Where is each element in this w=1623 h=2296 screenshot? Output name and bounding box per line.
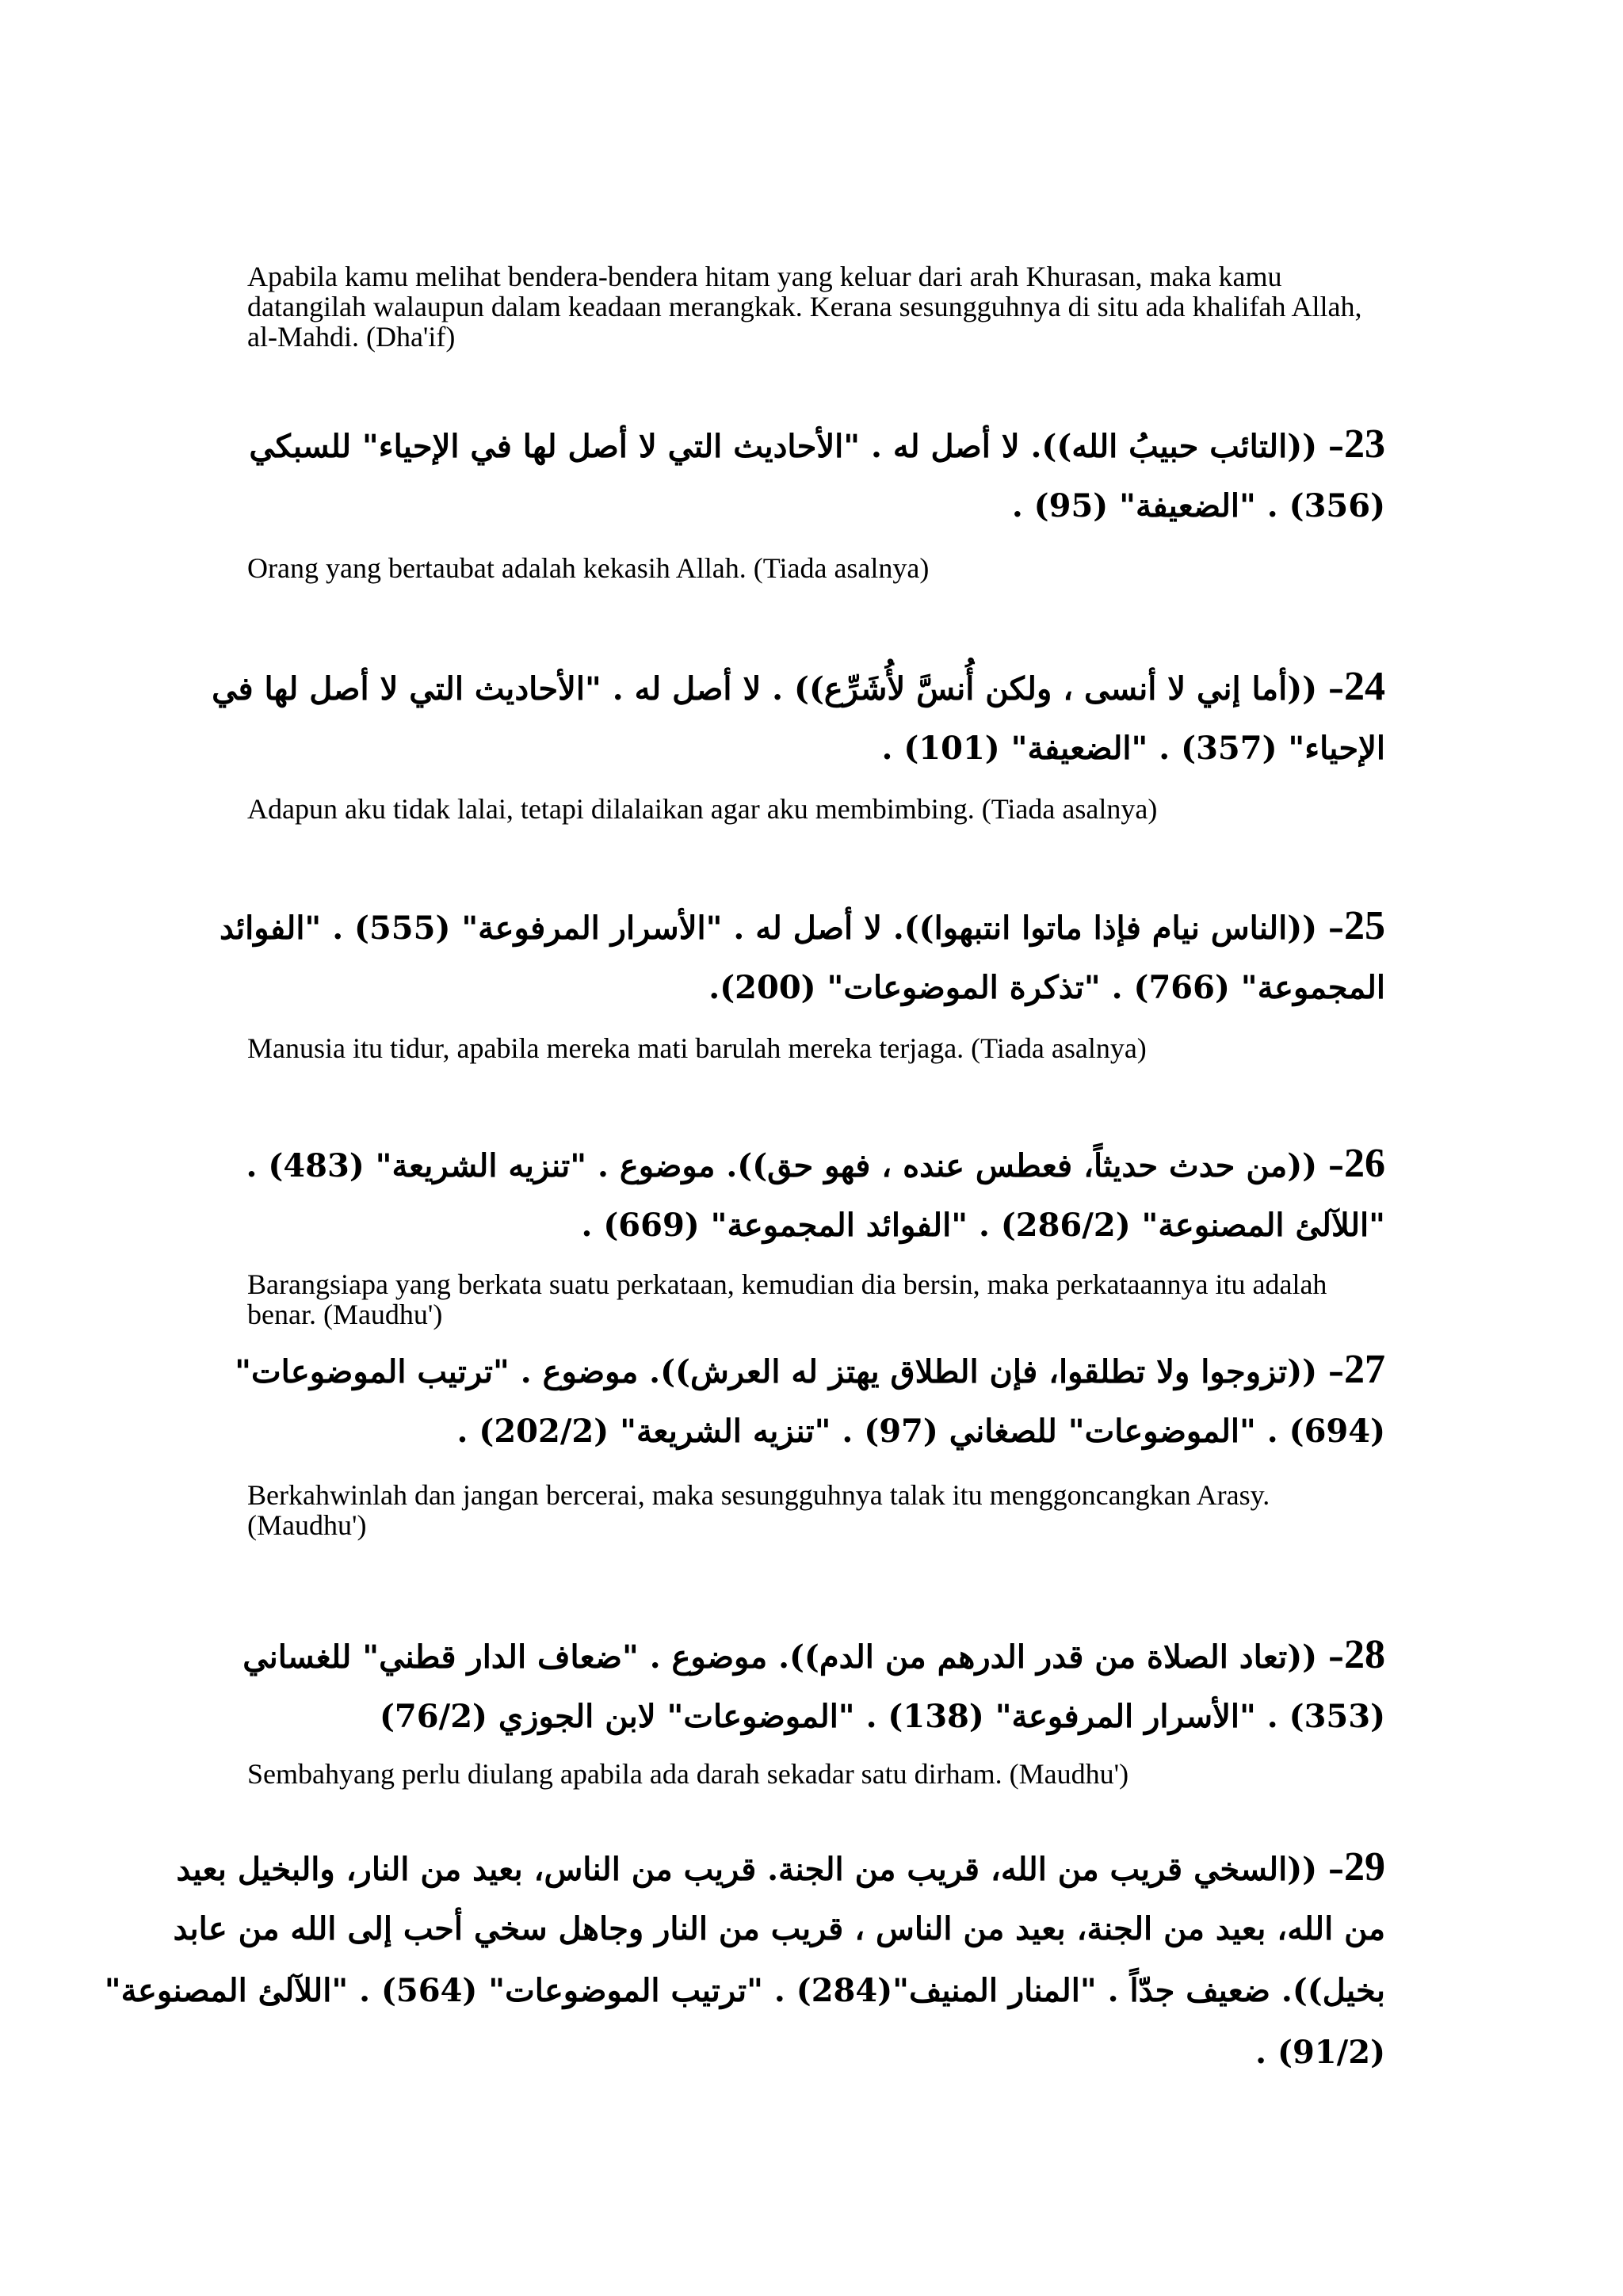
arabic-line: (356) . "الضعيفة" (95) . [1011, 487, 1385, 524]
translation-27: Berkahwinlah dan jangan bercerai, maka sesungguhnya talak itu menggoncangkan Arasy. (Maudhu') [247, 1479, 1270, 1541]
arabic-line: – ((أما إني لا أنسى ، ولكن أُنسَّ لأُشَرِّع)) . لا أصل له . "الأحاديث التي لا أصل لها في [212, 670, 1344, 707]
arabic-line: المجموعة" (766) . "تذكرة الموضوعات" (200). [708, 969, 1385, 1006]
arabic-line: – ((السخي قريب من الله، قريب من الجنة. قريب من الناس، بعيد من النار، والبخيل بعيد [176, 1851, 1344, 1888]
intro-translation: Apabila kamu melihat bendera-bendera hitam yang keluar dari arah Khurasan, maka kamu datangilah walaupun dalam keadaan merangkak. Kerana sesungguhnya di situ ada khalifah Allah, al-Mahdi. (Dha'if) [247, 261, 1362, 353]
translation-26: Barangsiapa yang berkata suatu perkataan, kemudian dia bersin, maka perkataannya itu adalah benar. (Maudhu') [247, 1268, 1327, 1330]
arabic-line: الإحياء" (357) . "الضعيفة" (101) . [881, 730, 1385, 767]
entry-number: 23 [1344, 421, 1385, 467]
arabic-line: – ((من حدث حديثاً، فعطس عنده ، فهو حق)). موضوع . "تنزيه الشريعة" (483) . [246, 1147, 1344, 1184]
translation-24: Adapun aku tidak lalai, tetapi dilalaikan agar aku membimbing. (Tiada asalnya) [247, 793, 1158, 825]
hadith-entry-29 [104, 1836, 1385, 2084]
translation-25: Manusia itu tidur, apabila mereka mati barulah mereka terjaga. (Tiada asalnya) [247, 1032, 1147, 1064]
arabic-line: – ((التائب حبيبُ الله)). لا أصل له . "الأحاديث التي لا أصل لها في الإحياء" للسبكي [249, 428, 1344, 465]
arabic-line: – ((تعاد الصلاة من قدر الدرهم من الدم)). موضوع . "ضعاف الدار قطني" للغساني [242, 1638, 1344, 1676]
arabic-line: – ((تزوجوا ولا تطلقوا، فإن الطلاق يهتز له العرش)). موضوع . "ترتيب الموضوعات" [235, 1353, 1344, 1390]
entry-number: 29 [1344, 1844, 1385, 1890]
entry-number: 24 [1344, 664, 1385, 709]
translation-23: Orang yang bertaubat adalah kekasih Allah. (Tiada asalnya) [247, 552, 930, 584]
entry-number: 28 [1344, 1632, 1385, 1677]
hadith-entry-25 [197, 895, 1385, 1019]
arabic-line: (353) . "الأسرار المرفوعة" (138) . "الموضوعات" لابن الجوزي (76/2) [379, 1698, 1385, 1735]
arabic-line: (91/2) . [1255, 2034, 1385, 2071]
entry-number: 27 [1344, 1347, 1385, 1392]
hadith-entry-26 [197, 1133, 1385, 1257]
hadith-entry-24 [197, 656, 1385, 780]
arabic-line: بخيل)). ضعيف جدّاً . "المنار المنيف"(284) . "ترتيب الموضوعات" (564) . "اللآلئ المصنوعة" [104, 1972, 1385, 2009]
hadith-entry-27 [197, 1339, 1385, 1463]
arabic-line: (694) . "الموضوعات" للصغاني (97) . "تنزيه الشريعة" (202/2) . [456, 1413, 1385, 1450]
arabic-line: – ((الناس نيام فإذا ماتوا انتبهوا)). لا أصل له . "الأسرار المرفوعة" (555) . "الفوائد [219, 910, 1344, 947]
arabic-line: من الله، بعيد من الجنة، بعيد من الناس ، قريب من النار وجاهل سخي أحب إلى الله من عابد [173, 1910, 1385, 1947]
arabic-line: "اللآلئ المصنوعة" (286/2) . "الفوائد المجموعة" (669) . [581, 1207, 1385, 1244]
entry-number: 26 [1344, 1141, 1385, 1186]
translation-28: Sembahyang perlu diulang apabila ada darah sekadar satu dirham. (Maudhu') [247, 1758, 1129, 1790]
entry-number: 25 [1344, 903, 1385, 948]
hadith-entry-28 [197, 1624, 1385, 1748]
hadith-entry-23 [197, 414, 1385, 537]
